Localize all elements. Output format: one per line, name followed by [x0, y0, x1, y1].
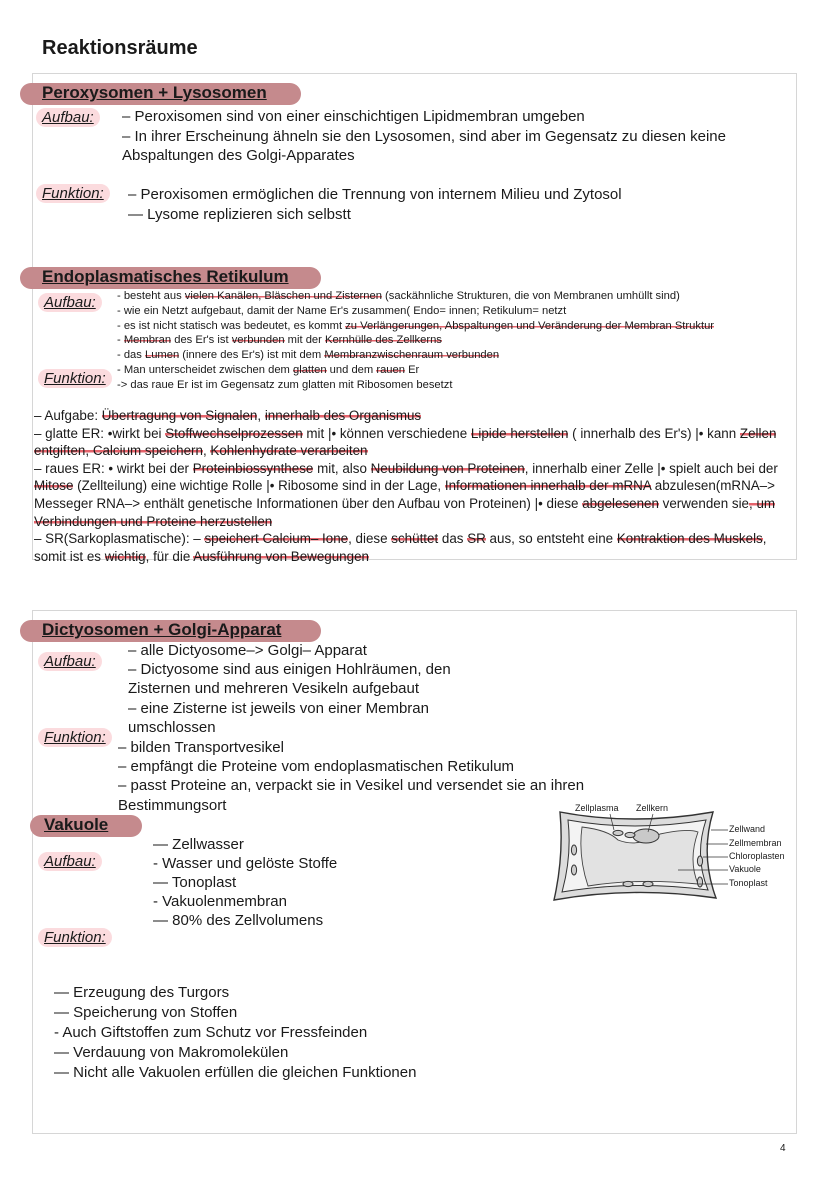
text-segment: mit |• können verschiedene: [302, 425, 471, 441]
text-segment: Zisternen und mehreren Vesikeln aufgebaut: [128, 680, 420, 698]
text-segment: ,: [257, 408, 265, 423]
highlighted-text: , um Verbindungen und Proteine herzustellen: [34, 495, 776, 529]
highlighted-text: wichtig: [104, 548, 146, 564]
text-line: [54, 1044, 288, 1061]
text-segment: abzulesen(mRNA–> Messeger RNA–> enthält genetische Informationen über den Aufbau von Proteinen) |• diese: [34, 478, 775, 511]
highlighted-text: verbunden: [231, 334, 285, 347]
highlighted-text: glatten: [292, 364, 327, 376]
highlighted-text: zu Verlängerungen, Abspaltungen und Veränderung der Membran Struktur: [345, 319, 715, 332]
section-header-golgi: Dictyosomen + Golgi-Apparat: [42, 620, 282, 639]
aufbau-label: Aufbau:: [38, 652, 102, 671]
plant-cell-diagram: [548, 800, 798, 905]
aufbau-label: Aufbau:: [38, 852, 102, 871]
section-header-er: Endoplasmatisches Retikulum: [42, 267, 289, 286]
text-segment: , innerhalb einer Zelle |• spielt auch bei der: [524, 460, 778, 476]
text-segment: — Nicht alle Vakuolen erfüllen die gleichen Funktionen: [54, 1064, 417, 1081]
text-segment: , diese: [348, 531, 392, 547]
text-line: [153, 855, 337, 872]
text-segment: und dem: [326, 364, 377, 376]
highlighted-text: speichert Calcium– Ione: [204, 531, 349, 547]
text-segment: - wie ein Netzt aufgebaut, damit der Name Er's zusammen( Endo= innen; Retikulum= netzt: [117, 304, 567, 317]
text-segment: – raues ER: • wirkt bei der: [34, 460, 193, 476]
text-segment: - Wasser und gelöste Stoffe: [153, 855, 338, 872]
text-line: [117, 349, 499, 361]
aufbau-label: Aufbau:: [38, 293, 102, 312]
highlighted-text: Lipide herstellen: [470, 425, 569, 441]
text-segment: – bilden Transportvesikel: [118, 739, 284, 756]
highlighted-text: Ausführung von Bewegungen: [193, 548, 369, 564]
highlighted-text: schüttet: [391, 531, 439, 547]
text-segment: – passt Proteine an, verpackt sie in Vesikel und versendet sie an ihren: [118, 777, 585, 795]
page-number: 4: [780, 1143, 786, 1154]
text-segment: — Zellwasser: [153, 836, 244, 853]
text-segment: -> das raue Er ist im Gegensatz zum glatten mit Ribosomen besetzt: [117, 378, 453, 391]
text-line: [54, 1024, 367, 1041]
text-segment: des Er's ist: [171, 334, 232, 347]
text-segment: — 80% des Zellvolumens: [153, 912, 324, 929]
text-line: [118, 777, 584, 794]
text-line: [128, 642, 367, 659]
text-segment: – Peroxisomen ermöglichen die Trennung von internem Milieu und Zytosol: [128, 186, 622, 203]
highlighted-text: abgelesenen: [582, 495, 659, 511]
text-segment: – eine Zisterne ist jeweils von einer Membran: [128, 699, 429, 717]
text-segment: mit, also: [313, 460, 371, 476]
funktion-label: Funktion:: [36, 184, 110, 203]
highlighted-text: Proteinbiossynthese: [192, 460, 314, 476]
text-line: [118, 739, 284, 756]
section-header-peroxysomen: Peroxysomen + Lysosomen: [42, 83, 267, 102]
text-segment: – SR(Sarkoplasmatische): –: [34, 531, 205, 547]
diagram-label: Zellkern: [636, 803, 669, 813]
text-line: [118, 797, 226, 814]
highlighted-text: Mitose: [34, 478, 74, 494]
text-segment: Bestimmungsort: [118, 796, 227, 814]
highlighted-text: Kontraktion des Muskels: [616, 531, 763, 547]
text-line: [122, 108, 585, 125]
highlighted-text: Kohlenhydrate verarbeiten: [210, 443, 368, 459]
highlighted-text: innerhalb des Organismus: [264, 408, 422, 423]
text-segment: (Zellteilung) eine wichtige Rolle |• Ribosome sind in der Lage,: [73, 478, 445, 494]
text-line: [117, 320, 714, 332]
highlighted-text: SR: [467, 531, 486, 547]
highlighted-text: vielen Kanälen, Bläschen und Zisternen: [184, 290, 382, 302]
text-line: [54, 1064, 416, 1081]
text-segment: (innere des Er's) ist mit dem: [179, 349, 325, 362]
text-line: [153, 874, 236, 891]
text-line: [117, 290, 680, 302]
text-segment: — Speicherung von Stoffen: [54, 1004, 238, 1021]
text-segment: aus, so entsteht eine: [485, 531, 617, 547]
funktion-label: Funktion:: [38, 369, 112, 388]
page-title: Reaktionsräume: [42, 37, 198, 59]
text-line: [54, 1004, 237, 1021]
section-header-vakuole: Vakuole: [44, 815, 109, 834]
text-segment: - es ist nicht statisch was bedeutet, es kommt: [117, 319, 346, 332]
text-segment: – In ihrer Erscheinung ähneln sie den Lysosomen, sind aber im Gegensatz zu diesen keine: [122, 127, 726, 145]
text-segment: – Aufgabe:: [34, 408, 102, 423]
text-line: [128, 719, 216, 736]
text-segment: – empfängt die Proteine vom endoplasmatischen Retikulum: [118, 758, 515, 776]
text-line: [128, 700, 429, 717]
text-segment: mit der: [284, 334, 325, 347]
er-paragraph: [34, 407, 796, 565]
aufbau-label: Aufbau:: [36, 108, 100, 127]
highlighted-text: Übertragung von Signalen: [101, 408, 258, 423]
text-segment: umschlossen: [128, 718, 216, 736]
funktion-label: Funktion:: [38, 728, 112, 747]
text-line: [117, 305, 566, 317]
text-line: [117, 379, 452, 391]
text-segment: — Verdauung von Makromolekülen: [54, 1044, 289, 1061]
text-segment: (sackähnliche Strukturen, die von Membranen umhüllt sind): [381, 290, 680, 302]
text-segment: - Man unterscheidet zwischen dem: [117, 364, 293, 376]
diagram-label: Tonoplast: [729, 878, 768, 888]
highlighted-text: Zellen entgiften, Calcium speichern: [34, 425, 777, 459]
text-line: [118, 758, 514, 775]
diagram-label: Zellmembran: [729, 838, 782, 848]
text-segment: - das: [117, 349, 145, 362]
funktion-label: Funktion:: [38, 928, 112, 947]
text-line: [128, 186, 622, 203]
text-segment: , für die: [145, 548, 194, 564]
text-segment: – glatte ER: •wirkt bei: [34, 425, 166, 441]
text-line: [117, 334, 442, 346]
text-segment: — Erzeugung des Turgors: [54, 984, 230, 1001]
highlighted-text: Stoffwechselprozessen: [165, 425, 303, 441]
text-line: [54, 984, 229, 1001]
text-line: [128, 680, 419, 697]
text-segment: – Peroxisomen sind von einer einschichtigen Lipidmembran umgeben: [122, 108, 585, 125]
text-segment: Er: [404, 364, 420, 376]
text-segment: -: [117, 334, 124, 347]
highlighted-text: rauen: [376, 364, 405, 376]
text-line: [117, 364, 419, 376]
text-line: [128, 206, 351, 223]
highlighted-text: Informationen innerhalb der mRNA: [444, 478, 652, 494]
text-segment: ( innerhalb des Er's) |• kann: [568, 425, 740, 441]
text-segment: ,: [202, 443, 211, 459]
text-line: [122, 128, 726, 145]
text-segment: das: [438, 531, 468, 547]
text-line: [122, 147, 355, 164]
text-segment: – alle Dictyosome–> Golgi– Apparat: [128, 642, 367, 659]
diagram-label: Zellplasma: [575, 803, 619, 813]
text-segment: verwenden sie: [658, 495, 750, 511]
text-segment: Abspaltungen des Golgi-Apparates: [122, 147, 355, 164]
text-segment: – Dictyosome sind aus einigen Hohlräumen, den: [128, 661, 451, 679]
text-segment: - besteht aus: [117, 290, 185, 302]
highlighted-text: Kernhülle des Zellkerns: [324, 334, 442, 347]
text-line: [153, 836, 244, 853]
text-segment: - Auch Giftstoffen zum Schutz vor Fressfeinden: [54, 1024, 368, 1041]
highlighted-text: Neubildung von Proteinen: [370, 460, 525, 476]
text-segment: - Vakuolenmembran: [153, 893, 287, 910]
diagram-label: Vakuole: [729, 864, 761, 874]
diagram-label: Chloroplasten: [729, 851, 785, 861]
diagram-label: Zellwand: [729, 824, 766, 834]
text-segment: , somit ist es: [34, 531, 767, 564]
highlighted-text: Membran: [123, 334, 172, 347]
highlighted-text: Lumen: [144, 349, 180, 362]
text-line: [153, 912, 323, 929]
text-segment: — Tonoplast: [153, 874, 237, 891]
text-line: [153, 893, 287, 910]
text-segment: — Lysome replizieren sich selbstt: [128, 205, 351, 223]
text-line: [128, 661, 451, 678]
highlighted-text: Membranzwischenraum verbunden: [324, 349, 500, 362]
